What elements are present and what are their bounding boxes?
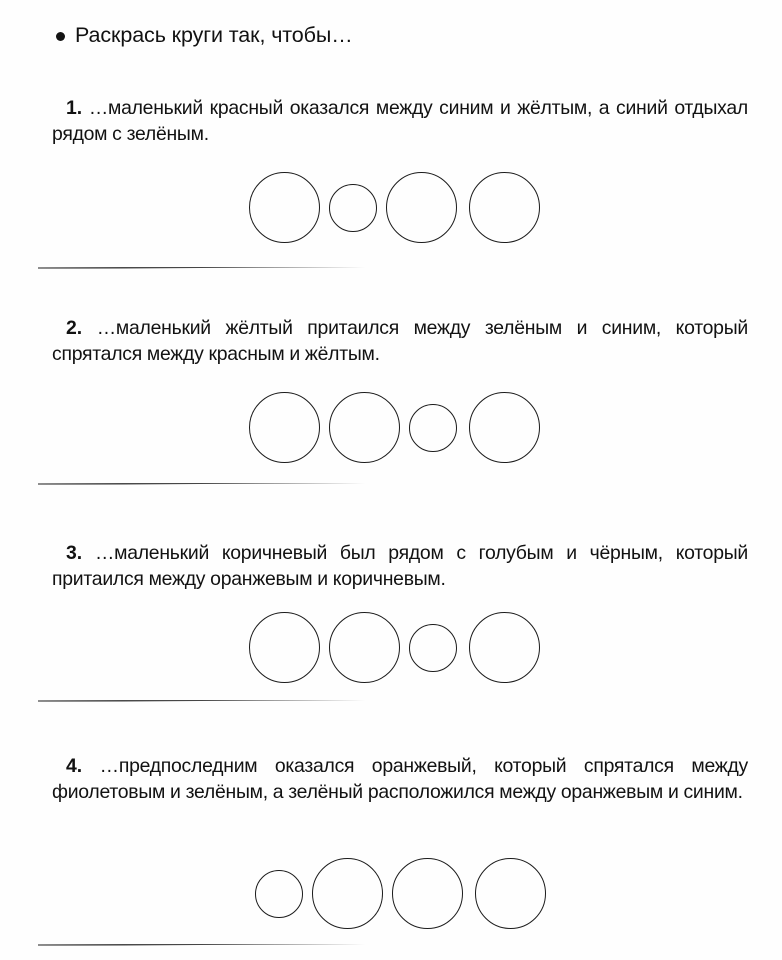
task-4-circle-row <box>255 858 546 929</box>
circle-2-2[interactable] <box>329 392 400 463</box>
circle-4-2[interactable] <box>312 858 383 929</box>
circle-2-3[interactable] <box>409 404 457 452</box>
task-1-text <box>0 95 782 147</box>
task-1 <box>0 95 782 147</box>
circle-1-3[interactable] <box>386 172 457 243</box>
task-3-body: …маленький коричневый был рядом с голубым и чёрным, который притаился между оранжевым и коричневым. <box>52 542 748 590</box>
separator-1 <box>38 267 748 269</box>
task-2-body: …маленький жёлтый притаился между зелёным и синим, который спрятался между красным и жёлтым. <box>52 317 748 365</box>
task-4 <box>0 753 782 805</box>
task-4-number: 4. <box>66 755 83 777</box>
separator-2 <box>38 483 748 485</box>
task-2-number: 2. <box>66 317 83 339</box>
task-3-circle-row <box>249 612 540 683</box>
circle-1-1[interactable] <box>249 172 320 243</box>
bullet-dot-icon <box>56 32 65 41</box>
circle-1-2[interactable] <box>329 184 377 232</box>
circle-2-4[interactable] <box>469 392 540 463</box>
task-3-text <box>0 540 782 592</box>
task-2-text <box>0 315 782 367</box>
separator-3 <box>38 700 748 702</box>
circle-4-1[interactable] <box>255 870 303 918</box>
task-1-circle-row <box>249 172 540 243</box>
task-1-body: …маленький красный оказался между синим и жёлтым, а синий отдыхал рядом с зелёным. <box>52 97 748 145</box>
task-2 <box>0 315 782 367</box>
task-2-circle-row <box>249 392 540 463</box>
separator-4 <box>38 944 748 946</box>
task-3 <box>0 540 782 592</box>
page-title-text: Раскрась круги так, чтобы… <box>75 23 353 47</box>
page-title <box>56 24 353 48</box>
circle-4-4[interactable] <box>475 858 546 929</box>
circle-3-3[interactable] <box>409 624 457 672</box>
circle-1-4[interactable] <box>469 172 540 243</box>
task-4-text <box>0 753 782 805</box>
circle-3-2[interactable] <box>329 612 400 683</box>
circle-3-1[interactable] <box>249 612 320 683</box>
circle-3-4[interactable] <box>469 612 540 683</box>
task-4-body: …предпоследним оказался оранжевый, который спрятался между фиолетовым и зелёным, а зелёный расположился между оранжевым и синим. <box>52 755 748 803</box>
task-3-number: 3. <box>66 542 83 564</box>
circle-4-3[interactable] <box>392 858 463 929</box>
task-1-number: 1. <box>66 97 83 119</box>
circle-2-1[interactable] <box>249 392 320 463</box>
